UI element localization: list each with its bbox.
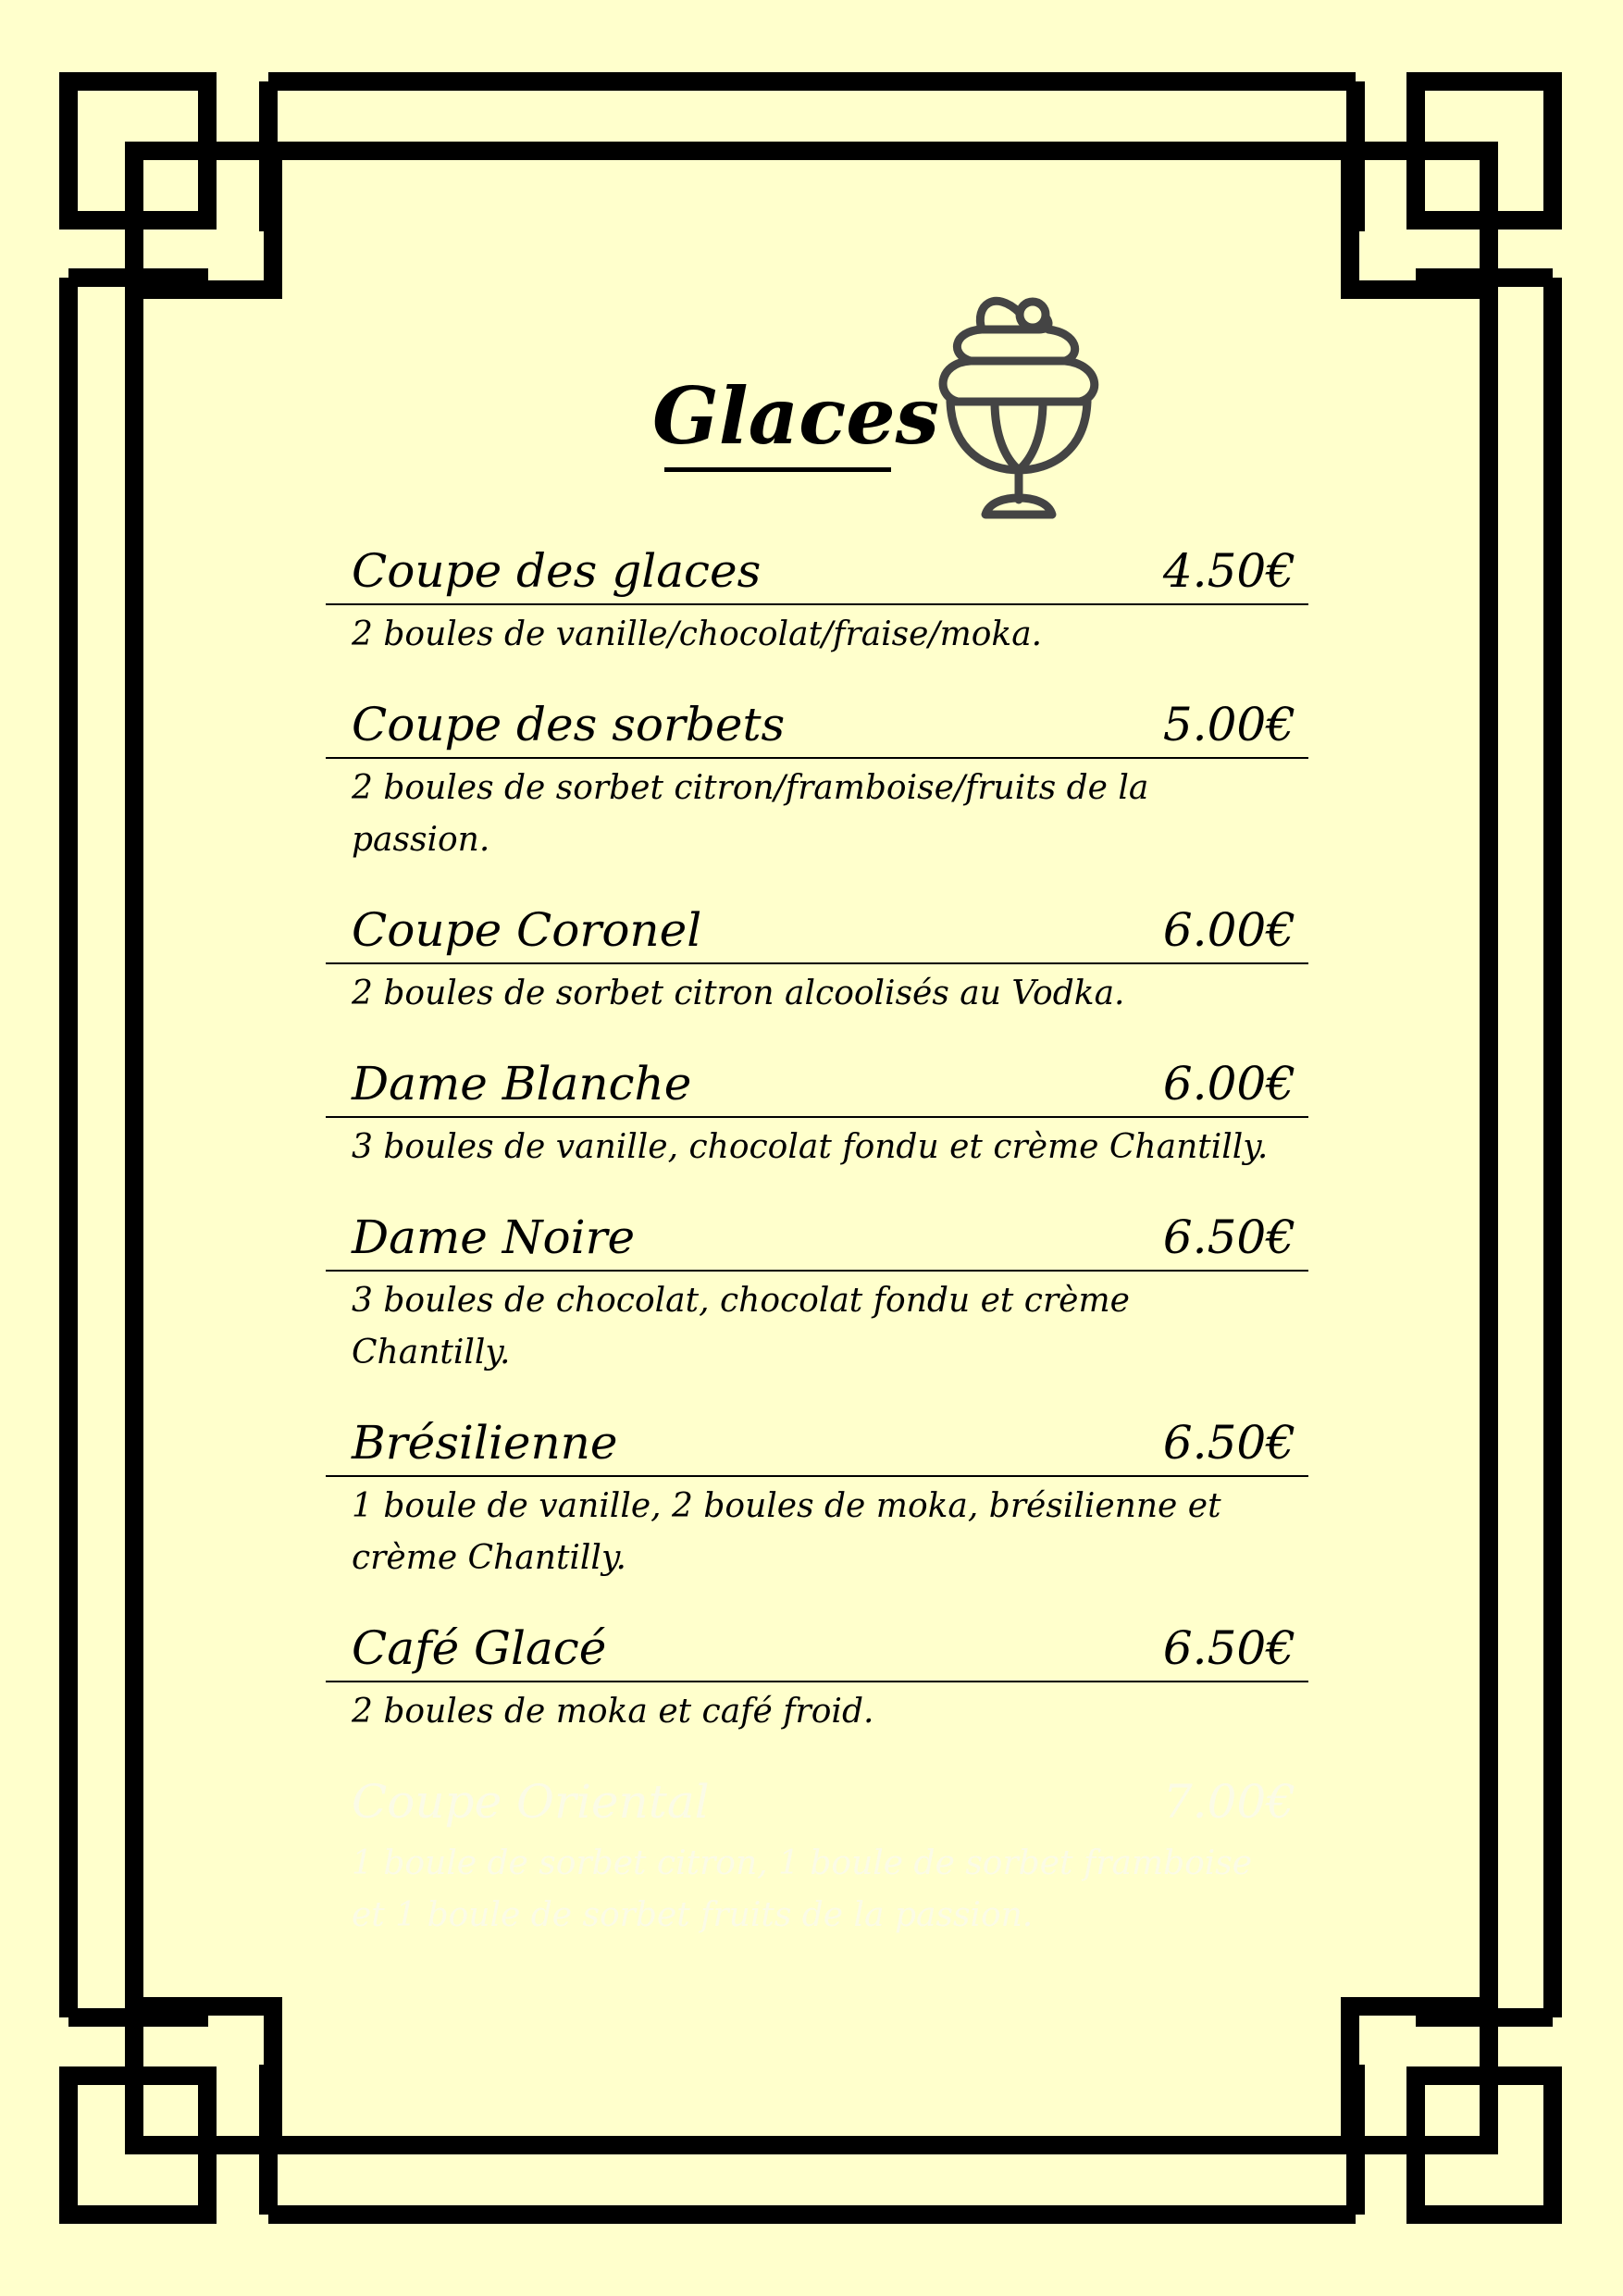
item-name: Coupe des sorbets <box>352 698 786 751</box>
item-price: 6.50€ <box>1162 1621 1295 1675</box>
title-underline <box>664 467 891 472</box>
item-name: Dame Blanche <box>352 1057 692 1111</box>
item-description: 2 boules de sorbet citron/framboise/fruits de la passion. <box>352 769 1149 859</box>
menu-item-bresilienne <box>326 1399 1308 1584</box>
item-name: Dame Noire <box>352 1210 636 1264</box>
menu-item-dame-blanche <box>326 1040 1308 1173</box>
item-price: 6.00€ <box>1162 903 1295 957</box>
item-description: 2 boules de sorbet citron alcoolisés au Vodka. <box>352 974 1125 1012</box>
menu-item-header <box>326 527 1308 605</box>
item-name: Café Glacé <box>352 1621 607 1675</box>
item-description: 3 boules de chocolat, chocolat fondu et crème Chantilly. <box>352 1282 1130 1371</box>
item-price: 4.50€ <box>1162 544 1295 598</box>
item-description: 1 boule de vanille, 2 boules de moka, brésilienne et crème Chantilly. <box>352 1487 1221 1577</box>
ice-cream-sundae-icon <box>930 278 1106 527</box>
menu-list <box>326 527 1308 1962</box>
item-description: 3 boules de vanille, chocolat fondu et crème Chantilly. <box>352 1128 1269 1166</box>
menu-item-header <box>326 1605 1308 1682</box>
menu-item-coupe-oriental <box>326 1758 1308 1942</box>
item-name: Coupe des glaces <box>352 544 762 598</box>
menu-item-header <box>326 887 1308 964</box>
menu-item-header <box>326 1399 1308 1477</box>
menu-item-header <box>326 681 1308 759</box>
item-name: Coupe Coronel <box>352 903 702 957</box>
menu-item-coupe-des-glaces <box>326 527 1308 661</box>
menu-item-header <box>326 1758 1308 1834</box>
menu-item-coupe-coronel <box>326 887 1308 1020</box>
item-name: Brésilienne <box>352 1416 618 1470</box>
menu-item-header <box>326 1040 1308 1118</box>
menu-item-cafe-glace <box>326 1605 1308 1738</box>
item-description: 2 boules de vanille/chocolat/fraise/moka. <box>352 615 1043 653</box>
menu-item-header <box>326 1194 1308 1272</box>
item-description: 1 boule de sorbet citron, 1 boule de sorbet framboise et 1 boule de sorbet fruits de la passion. <box>352 1844 1253 1934</box>
item-description: 2 boules de moka et café froid. <box>352 1693 874 1731</box>
page-title: Glaces <box>652 370 939 462</box>
item-name: Coupe Oriental <box>352 1775 710 1829</box>
item-price: 6.50€ <box>1162 1210 1295 1264</box>
item-price: 6.00€ <box>1162 1057 1295 1111</box>
item-price: 5.00€ <box>1162 698 1295 751</box>
item-price: 7.00€ <box>1162 1775 1295 1829</box>
menu-item-coupe-des-sorbets <box>326 681 1308 866</box>
item-price: 6.50€ <box>1162 1416 1295 1470</box>
menu-item-dame-noire <box>326 1194 1308 1379</box>
